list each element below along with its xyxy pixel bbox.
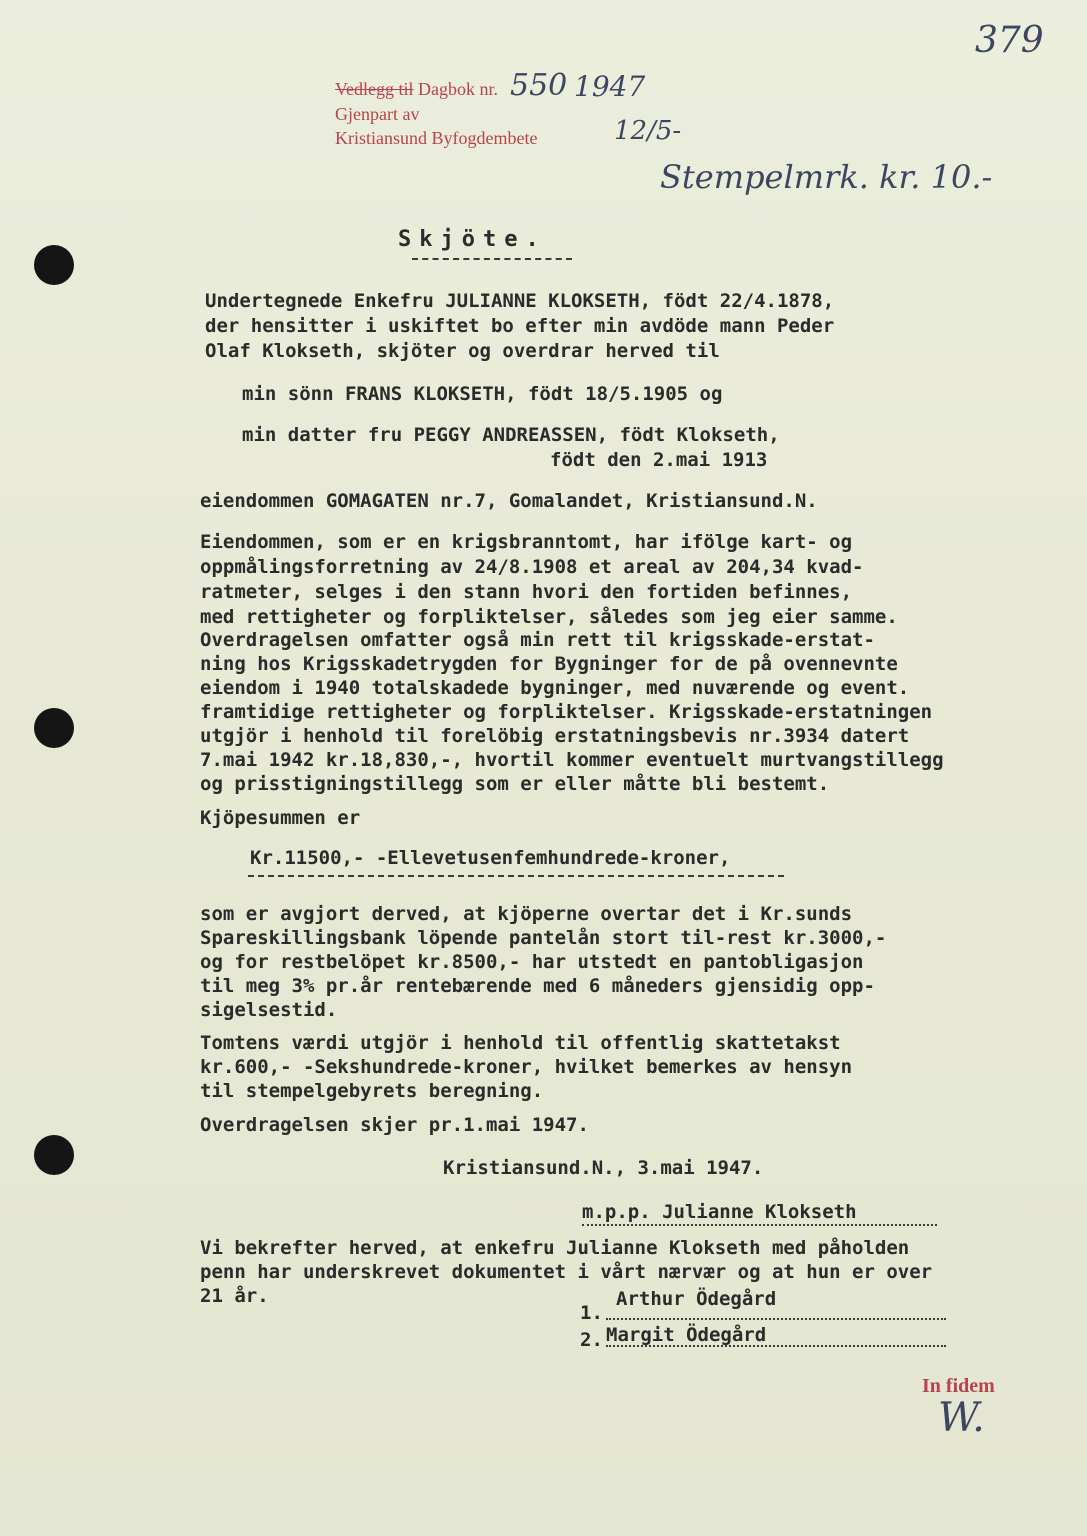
text-line: Overdragelsen skjer pr.1.mai 1947. xyxy=(200,1114,589,1136)
amount-underline xyxy=(248,875,784,877)
text-line: til meg 3% pr.år rentebærende med 6 måneders gjensidig opp- xyxy=(200,975,875,997)
text-line: med rettigheter og forpliktelser, således som jeg eier samme. xyxy=(200,606,898,628)
text-line: min sönn FRANS KLOKSETH, födt 18/5.1905 og xyxy=(242,383,723,405)
text-line: Tomtens værdi utgjör i henhold til offentlig skattetakst xyxy=(200,1032,841,1054)
text-line: eiendom i 1940 totalskadede bygninger, med nuværende og event. xyxy=(200,677,910,699)
text-line: penn har underskrevet dokumentet i vårt nærvær og at hun er over xyxy=(200,1261,933,1283)
stamp-line-3: Kristiansund Byfogdembete xyxy=(335,128,538,148)
text-line: Olaf Klokseth, skjöter og overdrar herved til xyxy=(205,340,720,362)
purchase-amount: Kr.11500,- -Ellevetusenfemhundrede-kroner, xyxy=(250,847,731,869)
stamp-line-2: Gjenpart av xyxy=(335,104,420,124)
in-fidem-stamp: In fidem xyxy=(922,1375,995,1397)
text-line: sigelsestid. xyxy=(200,999,338,1021)
witness-2-name: Margit Ödegård xyxy=(606,1324,767,1346)
text-line: födt den 2.mai 1913 xyxy=(550,449,768,471)
witness-2-line xyxy=(606,1345,946,1347)
clerk-initials: W. xyxy=(938,1395,985,1441)
place-date: Kristiansund.N., 3.mai 1947. xyxy=(443,1157,764,1179)
text-line: Undertegnede Enkefru JULIANNE KLOKSETH, födt 22/4.1878, xyxy=(205,290,835,312)
document-title: Skjöte. xyxy=(398,227,547,252)
text-line: Kjöpesummen er xyxy=(200,807,361,829)
text-line: til stempelgebyrets beregning. xyxy=(200,1080,544,1102)
text-line: Overdragelsen omfatter også min rett til krigsskade-erstat- xyxy=(200,629,875,651)
text-line: 21 år. xyxy=(200,1285,269,1307)
text-line: min datter fru PEGGY ANDREASSEN, födt Klokseth, xyxy=(242,424,780,446)
punch-hole-middle xyxy=(34,708,74,748)
text-line: og prisstigningstillegg som er eller måtte bli bestemt. xyxy=(200,773,830,795)
text-line: og for restbelöpet kr.8500,- har utstedt en pantobligasjon xyxy=(200,951,864,973)
text-line: der hensitter i uskiftet bo efter min avdöde mann Peder xyxy=(205,315,835,337)
stamp-struck-text: Vedlegg til xyxy=(335,79,414,99)
text-line: utgjör i henhold til forelöbig erstatningsbevis nr.3934 datert xyxy=(200,725,910,747)
text-line: 7.mai 1942 kr.18,830,-, hvortil kommer eventuelt murtvangstillegg xyxy=(200,749,944,771)
text-line: ratmeter, selges i den stann hvori den fortiden befinnes, xyxy=(200,581,853,603)
signature-line xyxy=(582,1224,937,1226)
text-line: ning hos Krigsskadetrygden for Bygninger for de på ovennevnte xyxy=(200,653,898,675)
dagbok-date: 12/5- xyxy=(614,116,682,146)
witness-1-number: 1. xyxy=(580,1302,603,1324)
owner-signature: m.p.p. Julianne Klokseth xyxy=(582,1201,857,1223)
text-line: Vi bekrefter herved, at enkefru Julianne Klokseth med påholden xyxy=(200,1237,910,1259)
dagbok-number: 550 xyxy=(510,68,568,103)
witness-2-number: 2. xyxy=(580,1329,603,1351)
witness-1-name: Arthur Ödegård xyxy=(616,1288,777,1310)
title-underline xyxy=(412,258,572,260)
dagbok-year: 1947 xyxy=(574,70,646,103)
stamp-line-1 xyxy=(335,78,498,100)
text-line: Eiendommen, som er en krigsbranntomt, har ifölge kart- og xyxy=(200,531,853,553)
punch-hole-bottom xyxy=(34,1135,74,1175)
text-line: eiendommen GOMAGATEN nr.7, Gomalandet, Kristiansund.N. xyxy=(200,490,818,512)
text-line: kr.600,- -Sekshundrede-kroner, hvilket bemerkes av hensyn xyxy=(200,1056,853,1078)
witness-1-line xyxy=(606,1318,946,1320)
page-number: 379 xyxy=(975,20,1044,61)
stamp-dagbok-label: Dagbok nr. xyxy=(418,79,498,99)
stamp-fee-note: Stempelmrk. kr. 10.- xyxy=(660,158,993,196)
punch-hole-top xyxy=(34,245,74,285)
text-line: Spareskillingsbank löpende pantelån stort til-rest kr.3000,- xyxy=(200,927,887,949)
text-line: som er avgjort derved, at kjöperne overtar det i Kr.sunds xyxy=(200,903,853,925)
text-line: framtidige rettigheter og forpliktelser. Krigsskade-erstatningen xyxy=(200,701,933,723)
text-line: oppmålingsforretning av 24/8.1908 et areal av 204,34 kvad- xyxy=(200,556,864,578)
